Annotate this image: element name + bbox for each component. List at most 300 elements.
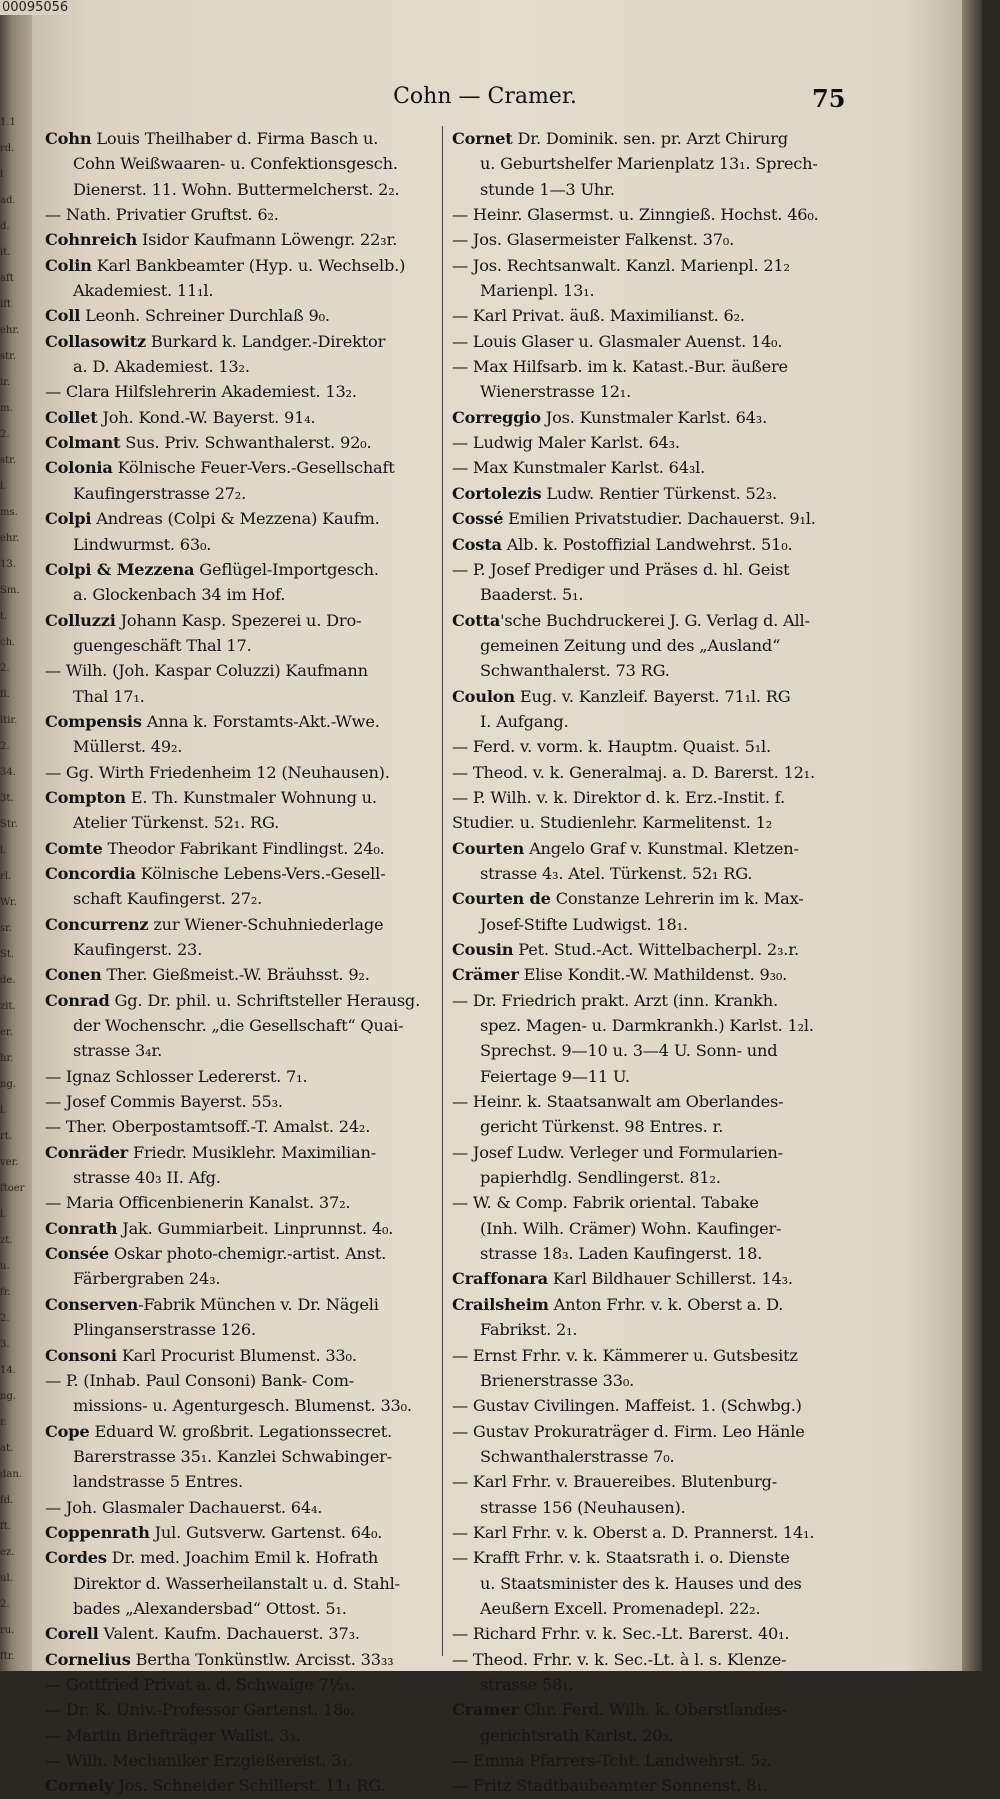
entry-text: 'sche Buchdruckerei J. G. Verlag d. All-: [500, 610, 810, 630]
directory-line: [45, 582, 450, 607]
surname: Conen: [45, 965, 102, 985]
directory-line: [45, 1545, 450, 1570]
directory-line: [45, 1165, 450, 1190]
entry-text: Sus. Priv. Schwanthalerst. 92₀.: [120, 433, 372, 453]
entry-text: — Max Kunstmaler Karlst. 64₃l.: [452, 458, 706, 478]
directory-line: [45, 1672, 450, 1697]
entry-text: — W. & Comp. Fabrik oriental. Tabake: [452, 1193, 759, 1213]
entry-text: Kaufingerstrasse 27₂.: [73, 483, 247, 503]
directory-line: [452, 684, 857, 709]
directory-line: [452, 354, 857, 379]
entry-text: Leonh. Schreiner Durchlaß 9₀.: [80, 306, 330, 326]
margin-fragment: 1.1: [0, 117, 16, 128]
entry-text: Anna k. Forstamts-Akt.-Wwe.: [141, 711, 380, 731]
surname: Collet: [45, 407, 98, 427]
directory-line: [452, 1292, 857, 1317]
entry-text: landstrasse 5 Entres.: [73, 1472, 243, 1492]
directory-line: [452, 1571, 857, 1596]
directory-line: [45, 937, 450, 962]
entry-text: — Gg. Wirth Friedenheim 12 (Neuhausen).: [45, 762, 390, 782]
directory-line: [45, 684, 450, 709]
directory-line: [45, 227, 450, 252]
surname: Cousin: [452, 940, 514, 959]
directory-line: [45, 455, 450, 480]
entry-text: Eduard W. großbrit. Legationssecret.: [89, 1421, 393, 1441]
entry-text: Theodor Fabrikant Findlingst. 24₀.: [102, 838, 385, 858]
surname: Cossé: [452, 509, 504, 529]
directory-line: [452, 532, 857, 557]
directory-line: [45, 1748, 450, 1773]
directory-line: [452, 1672, 857, 1697]
surname: Colonia: [45, 458, 113, 478]
entry-text: Schwanthalerst. 73 RG.: [480, 661, 670, 681]
entry-text: — Richard Frhr. v. k. Sec.-Lt. Barerst. 40₁.: [452, 1624, 790, 1644]
entry-text: — P. Josef Prediger und Präses d. hl. Geist: [452, 559, 790, 579]
directory-line: [452, 1089, 857, 1114]
directory-line: [452, 760, 857, 785]
margin-fragment: fr.: [0, 1287, 11, 1298]
margin-fragment: it.: [0, 247, 11, 258]
margin-fragment: ad.: [0, 195, 16, 206]
directory-line: [45, 481, 450, 506]
entry-text: Friedr. Musiklehr. Maximilian-: [128, 1142, 376, 1162]
entry-text: — Jos. Rechtsanwalt. Kanzl. Marienpl. 21₂: [452, 255, 790, 275]
directory-line: [45, 1419, 450, 1444]
margin-fragment: str.: [0, 455, 17, 466]
entry-text: Karl Bankbeamter (Hyp. u. Wechselb.): [91, 255, 406, 275]
entry-text: Kölnische Lebens-Vers.-Gesell-: [135, 863, 386, 883]
margin-fragment: ir.: [0, 377, 11, 388]
entry-text: Feiertage 9—11 U.: [480, 1066, 630, 1086]
surname: Craffonara: [452, 1269, 548, 1289]
margin-fragment: 3t.: [0, 793, 14, 804]
directory-line: [45, 1469, 450, 1494]
directory-line: [452, 1216, 857, 1241]
surname: Courten de: [452, 889, 551, 909]
margin-fragment: ift: [0, 299, 11, 310]
directory-line: [45, 1723, 450, 1748]
entry-text: Kaufingerst. 23.: [73, 940, 203, 959]
surname: Colpi: [45, 509, 92, 529]
entry-text: Barerstrasse 35₁. Kanzlei Schwabinger-: [73, 1446, 392, 1466]
directory-line: [45, 912, 450, 937]
entry-text: Karl Procurist Blumenst. 33₀.: [116, 1345, 357, 1365]
directory-line: [45, 1089, 450, 1114]
directory-line: [45, 430, 450, 455]
margin-fragment: l.: [0, 1105, 7, 1116]
margin-fragment: ch.: [0, 637, 16, 648]
directory-line: [452, 1520, 857, 1545]
entry-text: Atelier Türkenst. 52₁. RG.: [73, 813, 280, 833]
directory-line: [45, 1190, 450, 1215]
directory-line: [452, 329, 857, 354]
entry-text: Anton Frhr. v. k. Oberst a. D.: [548, 1294, 784, 1314]
entry-text: Constanze Lehrerin im k. Max-: [550, 889, 804, 909]
margin-fragment: l.: [0, 845, 7, 856]
directory-line: [45, 658, 450, 683]
directory-line: [45, 1697, 450, 1722]
directory-line: [452, 1114, 857, 1139]
directory-line: [452, 1419, 857, 1444]
margin-fragment: de.: [0, 975, 16, 986]
entry-text: — Theod. v. k. Generalmaj. a. D. Barerst. 12₁.: [452, 762, 815, 782]
directory-line: [45, 1064, 450, 1089]
entry-text: Johann Kasp. Spezerei u. Dro-: [115, 610, 362, 630]
entry-text: papierhdlg. Sendlingerst. 81₂.: [480, 1168, 721, 1188]
surname: Colpi & Mezzena: [45, 559, 195, 579]
margin-fragment: ltir.: [0, 715, 18, 726]
entry-text: u. Staatsminister des k. Hauses und des: [480, 1573, 802, 1593]
entry-text: Direktor d. Wasserheilanstalt u. d. Stahl-: [73, 1573, 400, 1593]
entry-text: der Wochenschr. „die Gesellschaft“ Quai-: [73, 1016, 404, 1036]
entry-text: Joh. Kond.-W. Bayerst. 91₄.: [97, 407, 316, 427]
directory-line: [45, 836, 450, 861]
directory-line: [45, 760, 450, 785]
entry-text: — Karl Frhr. v. k. Oberst a. D. Prannerst. 14₁.: [452, 1522, 815, 1542]
directory-line: [452, 481, 857, 506]
entry-text: Jul. Gutsverw. Gartenst. 64₀.: [149, 1522, 383, 1542]
directory-line: [452, 988, 857, 1013]
margin-fragment: ehr.: [0, 533, 20, 544]
directory-line: [452, 962, 857, 987]
entry-text: — Heinr. Glasermst. u. Zinngieß. Hochst. 46₀.: [452, 205, 819, 225]
directory-line: [452, 1165, 857, 1190]
entry-text: — Joh. Glasmaler Dachauerst. 64₄.: [45, 1497, 323, 1517]
directory-line: [452, 1596, 857, 1621]
surname: Cordes: [45, 1548, 107, 1568]
entry-text: Alb. k. Postoffizial Landwehrst. 51₀.: [501, 534, 793, 554]
entry-text: Andreas (Colpi & Mezzena) Kaufm.: [91, 509, 380, 529]
directory-line: [452, 1038, 857, 1063]
entry-text: — Maria Officenbienerin Kanalst. 37₂.: [45, 1193, 351, 1213]
left-column: [45, 126, 450, 1796]
entry-text: — Ther. Oberpostamtsoff.-T. Amalst. 24₂.: [45, 1117, 371, 1137]
directory-line: [45, 1393, 450, 1418]
directory-line: [452, 1140, 857, 1165]
directory-line: [45, 1140, 450, 1165]
entry-text: strasse 18₃. Laden Kaufingerst. 18.: [480, 1244, 763, 1264]
margin-fragment: ver.: [0, 1157, 19, 1168]
entry-text: Aeußern Excell. Promenadepl. 22₂.: [480, 1598, 761, 1618]
margin-fragment: r.: [0, 1417, 7, 1428]
directory-line: [45, 1266, 450, 1291]
directory-line: [452, 836, 857, 861]
entry-text: Bertha Tonkünstlw. Arcisst. 33₃₃: [130, 1649, 394, 1669]
directory-line: [452, 1621, 857, 1646]
directory-line: [452, 912, 857, 937]
directory-line: [45, 1596, 450, 1621]
entry-text: — Clara Hilfslehrerin Akademiest. 13₂.: [45, 382, 357, 402]
page-number: 75: [812, 84, 846, 113]
entry-text: gemeinen Zeitung und des „Ausland“: [480, 635, 781, 655]
entry-text: Lindwurmst. 63₀.: [73, 534, 212, 554]
surname: Compton: [45, 787, 126, 807]
entry-text: Sprechst. 9—10 u. 3—4 U. Sonn- und: [480, 1041, 778, 1061]
surname: Cohn: [45, 129, 92, 148]
surname: Comte: [45, 838, 103, 858]
entry-text: bades „Alexandersbad“ Ottost. 5₁.: [73, 1598, 347, 1618]
margin-fragment: er.: [0, 1027, 13, 1038]
directory-line: [452, 303, 857, 328]
entry-text: — Max Hilfsarb. im k. Katast.-Bur. äußere: [452, 357, 788, 377]
surname: Crailsheim: [452, 1294, 549, 1314]
directory-line: [452, 1013, 857, 1038]
entry-text: — Gottfried Privat a. d. Schwaige 7½₁.: [45, 1674, 356, 1694]
entry-text: — Karl Privat. äuß. Maximilianst. 6₂.: [452, 306, 745, 326]
entry-text: — Gustav Civilingen. Maffeist. 1. (Schwbg.): [452, 1396, 802, 1416]
entry-text: zur Wiener-Schuhniederlage: [148, 914, 384, 934]
margin-fragment: zt.: [0, 1235, 13, 1246]
directory-line: [45, 1038, 450, 1063]
margin-fragment: Str.: [0, 819, 18, 830]
entry-text: — Wilh. (Joh. Kaspar Coluzzi) Kaufmann: [45, 661, 368, 681]
entry-text: -Fabrik München v. Dr. Nägeli: [138, 1294, 379, 1314]
directory-line: [45, 1621, 450, 1646]
entry-text: Brienerstrasse 33₀.: [480, 1370, 635, 1390]
surname: Consée: [45, 1244, 109, 1264]
margin-fragment: 14.: [0, 1365, 16, 1376]
directory-line: [45, 1216, 450, 1241]
entry-text: schaft Kaufingerst. 27₂.: [73, 889, 263, 909]
entry-text: Dr. med. Joachim Emil k. Hofrath: [106, 1548, 379, 1568]
entry-text: — P. Wilh. v. k. Direktor d. k. Erz.-Instit. f.: [452, 787, 785, 807]
entry-text: — Karl Frhr. v. Brauereibes. Blutenburg-: [452, 1472, 777, 1492]
margin-fragment: rl.: [0, 871, 12, 882]
directory-line: [45, 1292, 450, 1317]
entry-text: strasse 40₃ II. Afg.: [73, 1168, 221, 1188]
entry-text: Jos. Schneider Schillerst. 11₁ RG.: [113, 1776, 386, 1796]
directory-line: [45, 557, 450, 582]
directory-line: [45, 379, 450, 404]
entry-text: gerichtsrath Karlst. 20₃.: [480, 1725, 674, 1745]
directory-line: [45, 962, 450, 987]
directory-line: [45, 861, 450, 886]
directory-line: [452, 1317, 857, 1342]
directory-line: [45, 1241, 450, 1266]
entry-text: Elise Kondit.-W. Mathildenst. 9₃₀.: [518, 965, 788, 985]
directory-line: [452, 430, 857, 455]
directory-line: [45, 1114, 450, 1139]
surname: Concordia: [45, 863, 136, 883]
margin-fragment: rd.: [0, 143, 15, 154]
margin-fragment: St.: [0, 949, 15, 960]
entry-text: Angelo Graf v. Kunstmal. Kletzen-: [524, 838, 799, 858]
entry-text: — Wilh. Mechaniker Erzgießereist. 3₁.: [45, 1751, 353, 1770]
entry-text: — Louis Glaser u. Glasmaler Auenst. 14₀.: [452, 331, 783, 351]
directory-line: [45, 532, 450, 557]
entry-text: stunde 1—3 Uhr.: [480, 179, 615, 199]
entry-text: — Heinr. k. Staatsanwalt am Oberlandes-: [452, 1092, 784, 1112]
directory-line: [452, 405, 857, 430]
directory-line: [452, 810, 857, 835]
surname: Cortolezis: [452, 483, 542, 503]
surname: Compensis: [45, 711, 142, 731]
entry-text: — Josef Ludw. Verleger und Formularien-: [452, 1142, 783, 1162]
entry-text: Isidor Kaufmann Löwengr. 22₃r.: [137, 230, 398, 250]
surname: Cornet: [452, 129, 513, 148]
directory-line: [45, 329, 450, 354]
entry-text: u. Geburtshelfer Marienplatz 13₁. Sprech-: [480, 154, 818, 174]
entry-text: — Gustav Prokuraträger d. Firm. Leo Hänle: [452, 1421, 805, 1441]
directory-line: [452, 1469, 857, 1494]
margin-fragment: u.: [0, 1261, 10, 1272]
entry-text: strasse 156 (Neuhausen).: [480, 1497, 686, 1517]
margin-fragment: l.: [0, 1209, 7, 1220]
entry-text: — Martin Briefträger Wallst. 3₃.: [45, 1725, 301, 1745]
directory-line: [452, 582, 857, 607]
entry-text: Eug. v. Kanzleif. Bayerst. 71₁l. RG: [514, 686, 791, 706]
directory-line: [452, 1368, 857, 1393]
directory-line: [452, 1773, 857, 1798]
entry-text: — Ignaz Schlosser Ledererst. 7₁.: [45, 1066, 308, 1086]
surname: Colmant: [45, 433, 121, 453]
entry-text: Louis Theilhaber d. Firma Basch u.: [91, 129, 379, 148]
entry-text: — Ferd. v. vorm. k. Hauptm. Quaist. 5₁l.: [452, 737, 771, 757]
margin-fragment: ng.: [0, 1391, 17, 1402]
entry-text: Oskar photo-chemigr.-artist. Anst.: [108, 1244, 387, 1264]
entry-text: Baaderst. 5₁.: [480, 585, 584, 605]
directory-line: [452, 557, 857, 582]
page-edge: [962, 0, 982, 1671]
directory-line: [45, 810, 450, 835]
margin-fragment: fd.: [0, 1495, 14, 1506]
directory-line: [452, 1444, 857, 1469]
margin-fragment: 2.: [0, 741, 10, 752]
entry-text: Emilien Privatstudier. Dachauerst. 9₁l.: [503, 509, 816, 529]
margin-fragment: 2.: [0, 1599, 10, 1610]
margin-fragment: sr.: [0, 923, 12, 934]
directory-line: [452, 177, 857, 202]
right-column: [452, 126, 857, 1796]
margin-fragment: l: [0, 169, 4, 180]
margin-fragment: hr.: [0, 1053, 14, 1064]
surname: Conrad: [45, 990, 110, 1010]
surname: Colin: [45, 255, 92, 275]
entry-text: (Inh. Wilh. Crämer) Wohn. Kaufinger-: [480, 1218, 782, 1238]
entry-text: — Dr. Friedrich prakt. Arzt (inn. Krankh.: [452, 990, 778, 1010]
directory-line: [452, 1064, 857, 1089]
surname: Cope: [45, 1421, 90, 1441]
entry-text: missions- u. Agenturgesch. Blumenst. 33₀.: [73, 1396, 412, 1416]
margin-fragment: zit.: [0, 1001, 16, 1012]
surname: Coulon: [452, 686, 515, 706]
surname: Crämer: [452, 965, 519, 985]
margin-fragment: ul.: [0, 1573, 13, 1584]
entry-text: Burkard k. Landger.-Direktor: [145, 331, 386, 351]
margin-fragment: Wr.: [0, 897, 17, 908]
entry-text: — Ludwig Maler Karlst. 64₃.: [452, 433, 680, 453]
directory-line: [452, 1241, 857, 1266]
directory-line: [452, 455, 857, 480]
directory-line: [452, 1748, 857, 1773]
directory-line: [452, 608, 857, 633]
directory-line: [45, 253, 450, 278]
margin-fragment: m.: [0, 403, 13, 414]
directory-line: [45, 734, 450, 759]
directory-line: [45, 1343, 450, 1368]
entry-text: — P. (Inhab. Paul Consoni) Bank- Com-: [45, 1370, 354, 1390]
entry-text: — Dr. K. Univ.-Professor Gartenst. 18₀.: [45, 1700, 355, 1720]
margin-fragment: ftoer: [0, 1183, 25, 1194]
entry-text: Jak. Gummiarbeit. Linprunnst. 4₀.: [117, 1218, 394, 1238]
margin-fragment: 2.: [0, 1313, 10, 1324]
entry-text: strasse 4₃. Atel. Türkenst. 52₁ RG.: [480, 863, 753, 883]
margin-fragment: str.: [0, 351, 17, 362]
directory-line: [45, 1368, 450, 1393]
entry-text: Akademiest. 11₁l.: [73, 281, 214, 301]
directory-line: [45, 202, 450, 227]
directory-line: [452, 278, 857, 303]
entry-text: Josef-Stifte Ludwigst. 18₁.: [480, 914, 688, 934]
surname: Concurrenz: [45, 914, 149, 934]
margin-fragment: rt.: [0, 1131, 12, 1142]
directory-line: [452, 709, 857, 734]
directory-line: [452, 151, 857, 176]
margin-fragment: 34.: [0, 767, 16, 778]
directory-line: [45, 303, 450, 328]
directory-line: [45, 278, 450, 303]
margin-fragment: fl.: [0, 689, 10, 700]
scan-reference-number: 00095056: [2, 0, 69, 15]
directory-line: [45, 608, 450, 633]
directory-line: [452, 1495, 857, 1520]
directory-line: [452, 785, 857, 810]
directory-line: [452, 886, 857, 911]
entry-text: Jos. Kunstmaler Karlst. 64₃.: [540, 407, 768, 427]
surname: Conserven: [45, 1294, 139, 1314]
entry-text: Ther. Gießmeist.-W. Bräuhsst. 9₂.: [101, 965, 370, 985]
entry-text: E. Th. Kunstmaler Wohnung u.: [125, 787, 377, 807]
surname: Conräder: [45, 1142, 129, 1162]
margin-fragment: 2.: [0, 663, 10, 674]
directory-line: [452, 379, 857, 404]
directory-line: [45, 1013, 450, 1038]
margin-fragment: 13.: [0, 559, 16, 570]
surname: Coppenrath: [45, 1522, 150, 1542]
margin-fragment: ez.: [0, 1547, 15, 1558]
directory-line: [45, 709, 450, 734]
surname: Coll: [45, 306, 81, 326]
directory-line: [452, 658, 857, 683]
margin-fragment: ru.: [0, 1625, 15, 1636]
entry-text: Valent. Kaufm. Dachauerst. 37₃.: [98, 1624, 360, 1644]
surname: Conrath: [45, 1218, 118, 1238]
directory-line: [45, 126, 450, 151]
entry-text: I. Aufgang.: [480, 711, 569, 731]
directory-line: [45, 1444, 450, 1469]
surname: Cornely: [45, 1776, 114, 1796]
surname: Collasowitz: [45, 331, 146, 351]
entry-text: — Fritz Stadtbaubeamter Sonnenst. 8₁.: [452, 1776, 768, 1796]
entry-text: Karl Bildhauer Schillerst. 14₃.: [547, 1269, 793, 1289]
entry-text: — Josef Commis Bayerst. 55₃.: [45, 1092, 283, 1112]
directory-line: [45, 506, 450, 531]
directory-line: [45, 988, 450, 1013]
directory-line: [45, 1773, 450, 1798]
surname: Correggio: [452, 407, 541, 427]
entry-text: guengeschäft Thal 17.: [73, 635, 252, 655]
entry-text: Cohn Weißwaaren- u. Confektionsgesch.: [73, 154, 398, 174]
directory-line: [45, 785, 450, 810]
running-header: Cohn — Cramer.: [393, 84, 577, 109]
margin-fragment: ftr.: [0, 1651, 15, 1662]
directory-line: [452, 126, 857, 151]
surname: Cornelius: [45, 1649, 131, 1669]
entry-text: Färbergraben 24₃.: [73, 1269, 221, 1289]
entry-text: Studier. u. Studienlehr. Karmelitenst. 1₂: [452, 813, 773, 833]
directory-line: [452, 1723, 857, 1748]
entry-text: Marienpl. 13₁.: [480, 281, 595, 301]
